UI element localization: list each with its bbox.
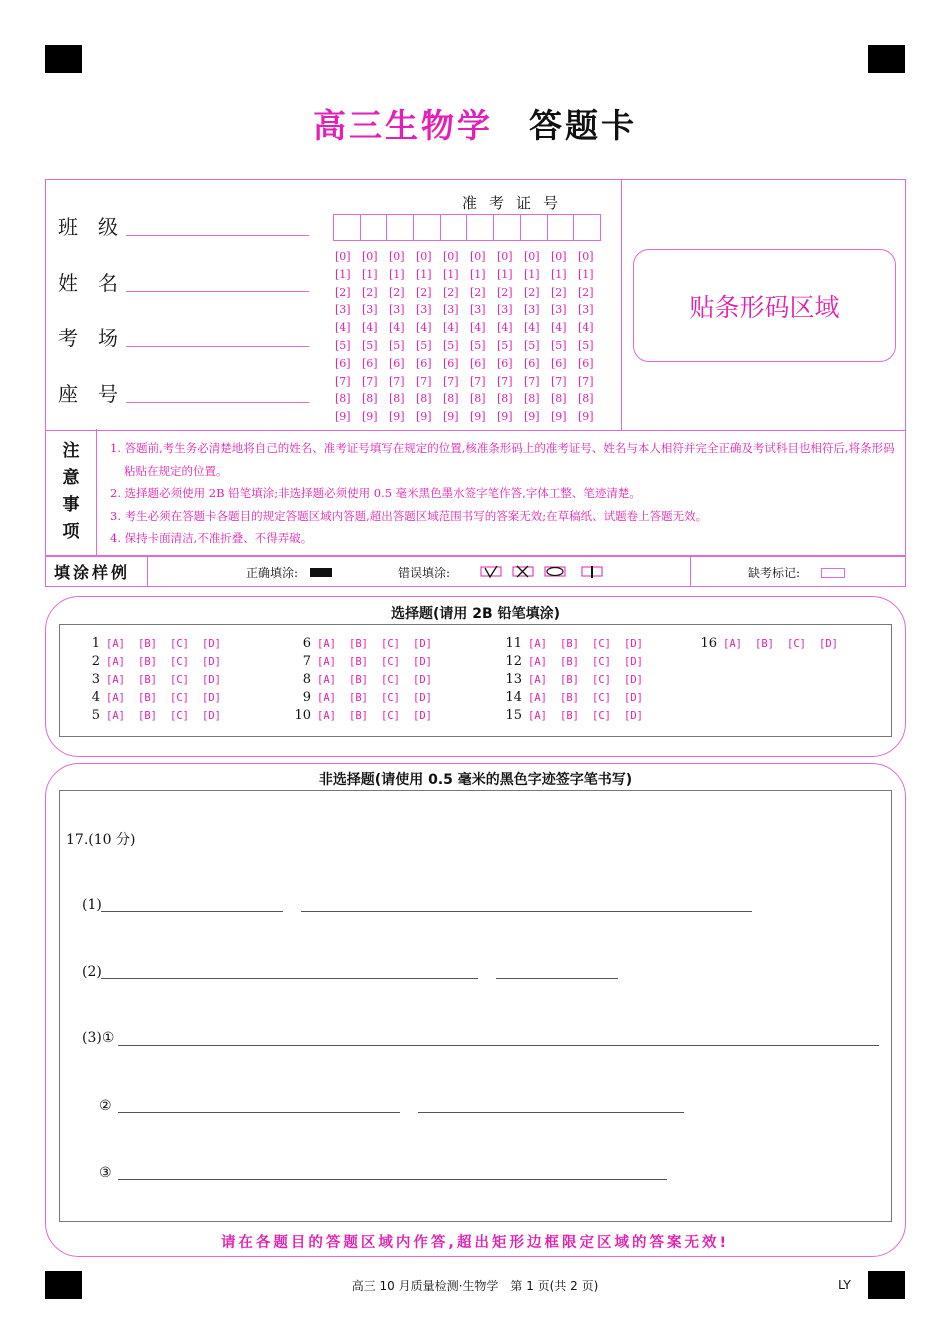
answer-bubble[interactable]: [C]	[381, 674, 400, 686]
notice-item: 4. 保持卡面清洁,不准折叠、不得弄破。	[110, 531, 313, 545]
digit-bubble[interactable]: [6]	[389, 356, 405, 370]
digit-bubble[interactable]: [4]	[416, 321, 432, 335]
digit-bubble[interactable]: [6]	[362, 356, 378, 370]
answer-bubble[interactable]: [C]	[381, 638, 400, 650]
answer-bubble[interactable]: [A]	[106, 656, 125, 668]
choice-question	[289, 654, 445, 669]
digit-bubble[interactable]: [3]	[578, 303, 594, 317]
question-number: 4	[91, 690, 100, 705]
choice-question	[78, 708, 234, 723]
info-box	[45, 179, 906, 431]
answer-area-warning: 请在各题目的答题区域内作答,超出矩形边框限定区域的答案无效!	[220, 1235, 730, 1251]
digit-bubble[interactable]: [4]	[362, 321, 378, 335]
digit-bubble[interactable]: [7]	[578, 374, 594, 388]
class-label: 班 级	[58, 215, 118, 239]
digit-bubble[interactable]: [9]	[362, 410, 378, 424]
answer-bubble[interactable]: [B]	[349, 692, 368, 704]
digit-bubble[interactable]: [8]	[578, 392, 594, 406]
answer-bubble[interactable]: [C]	[170, 692, 189, 704]
answer-bubble[interactable]: [A]	[528, 692, 547, 704]
answer-bubble[interactable]: [A]	[106, 638, 125, 650]
digit-bubble[interactable]: [7]	[335, 374, 351, 388]
part-3-1-answer-line[interactable]	[118, 1045, 879, 1046]
answer-bubble[interactable]: [B]	[349, 638, 368, 650]
answer-bubble[interactable]: [C]	[592, 656, 611, 668]
digit-bubble[interactable]: [5]	[470, 338, 486, 352]
choice-question	[500, 654, 656, 669]
digit-column	[578, 248, 605, 426]
question-number: 10	[294, 708, 311, 723]
class-field[interactable]	[58, 211, 124, 240]
digit-bubble[interactable]: [5]	[524, 338, 540, 352]
digit-bubble[interactable]: [2]	[362, 285, 378, 299]
question-number: 2	[91, 654, 100, 669]
answer-bubble[interactable]: [A]	[317, 656, 336, 668]
digit-bubble[interactable]: [0]	[578, 250, 594, 263]
answer-bubble[interactable]: [A]	[106, 710, 125, 722]
answer-bubble[interactable]: [B]	[560, 656, 579, 668]
exam-number-box[interactable]	[360, 214, 387, 241]
answer-bubble[interactable]: [C]	[170, 656, 189, 668]
digit-bubble[interactable]: [9]	[335, 410, 351, 424]
answer-bubble[interactable]: [A]	[528, 674, 547, 686]
digit-bubble[interactable]: [4]	[578, 321, 594, 335]
question-number: 15	[505, 708, 522, 723]
divider	[621, 180, 622, 430]
digit-bubble[interactable]: [7]	[416, 374, 432, 388]
exam-number-box[interactable]	[440, 214, 467, 241]
answer-bubble[interactable]: [B]	[560, 638, 579, 650]
answer-bubble[interactable]: [B]	[138, 638, 157, 650]
digit-bubble[interactable]: [4]	[497, 321, 513, 335]
digit-bubble[interactable]: [9]	[389, 410, 405, 424]
exam-number-box[interactable]	[493, 214, 520, 241]
answer-bubble[interactable]: [A]	[528, 710, 547, 722]
answer-bubble[interactable]: [D]	[413, 710, 432, 722]
choice-question	[500, 636, 656, 651]
answer-bubble[interactable]: [B]	[138, 674, 157, 686]
answer-bubble[interactable]: [B]	[138, 692, 157, 704]
choice-question	[78, 654, 234, 669]
page-title	[0, 100, 950, 147]
choice-question	[289, 708, 445, 723]
question-number: 14	[505, 690, 522, 705]
digit-bubble[interactable]: [3]	[524, 303, 540, 317]
digit-bubble[interactable]: [1]	[362, 267, 378, 281]
answer-bubble[interactable]: [D]	[624, 692, 643, 704]
digit-bubble[interactable]: [1]	[497, 267, 513, 281]
part-3-1-label: (3)①	[82, 1030, 115, 1046]
digit-bubble[interactable]: [5]	[443, 338, 459, 352]
digit-column	[524, 248, 551, 426]
fill-sample-row	[45, 556, 906, 587]
digit-bubble[interactable]: [8]	[362, 392, 378, 406]
answer-bubble[interactable]: [D]	[202, 692, 221, 704]
barcode-area: 贴条形码区域	[633, 249, 896, 362]
digit-bubble[interactable]: [5]	[335, 338, 351, 352]
digit-bubble[interactable]: [1]	[335, 267, 351, 281]
answer-bubble[interactable]: [D]	[202, 656, 221, 668]
digit-bubble[interactable]: [3]	[497, 303, 513, 317]
digit-bubble[interactable]: [9]	[416, 410, 432, 424]
footer-code: LY	[838, 1277, 851, 1292]
digit-bubble[interactable]: [2]	[524, 285, 540, 299]
answer-bubble[interactable]: [D]	[202, 710, 221, 722]
digit-bubble[interactable]: [1]	[551, 267, 567, 281]
digit-bubble[interactable]: [7]	[443, 374, 459, 388]
digit-bubble[interactable]: [6]	[578, 356, 594, 370]
exam-number-bubbles	[335, 248, 605, 426]
exam-room-input-line[interactable]	[126, 346, 309, 347]
question-number: 1	[91, 636, 100, 651]
answer-bubble[interactable]: [D]	[413, 674, 432, 686]
divider	[147, 557, 148, 586]
digit-bubble[interactable]: [0]	[551, 250, 567, 263]
answer-bubble[interactable]: [C]	[381, 692, 400, 704]
digit-bubble[interactable]: [7]	[551, 374, 567, 388]
answer-bubble[interactable]: [B]	[349, 674, 368, 686]
digit-bubble[interactable]: [9]	[470, 410, 486, 424]
question-number: 6	[302, 636, 311, 651]
digit-column	[551, 248, 578, 426]
part-2-answer-line-b[interactable]	[496, 978, 618, 979]
digit-bubble[interactable]: [1]	[389, 267, 405, 281]
digit-bubble[interactable]: [1]	[416, 267, 432, 281]
digit-bubble[interactable]: [3]	[443, 303, 459, 317]
part-3-2-label: ②	[99, 1098, 112, 1114]
digit-bubble[interactable]: [6]	[416, 356, 432, 370]
answer-bubble[interactable]: [A]	[723, 638, 742, 650]
digit-bubble[interactable]: [9]	[578, 410, 594, 424]
digit-column	[443, 248, 470, 426]
digit-bubble[interactable]: [6]	[524, 356, 540, 370]
choice-question	[289, 672, 445, 687]
choice-question	[289, 636, 445, 651]
digit-bubble[interactable]: [0]	[389, 250, 405, 263]
question-number: 9	[302, 690, 311, 705]
choice-question	[78, 636, 234, 651]
digit-bubble[interactable]: [2]	[497, 285, 513, 299]
digit-bubble[interactable]: [1]	[578, 267, 594, 281]
answer-bubble[interactable]: [C]	[170, 674, 189, 686]
answer-bubble[interactable]: [D]	[413, 656, 432, 668]
seat-input-line[interactable]	[126, 402, 309, 403]
digit-bubble[interactable]: [2]	[470, 285, 486, 299]
digit-bubble[interactable]: [8]	[335, 392, 351, 406]
registration-mark-top-left	[45, 45, 82, 73]
exam-number-box[interactable]	[466, 214, 493, 241]
exam-number-boxes[interactable]	[333, 214, 601, 240]
answer-bubble[interactable]: [C]	[592, 638, 611, 650]
digit-bubble[interactable]: [7]	[389, 374, 405, 388]
digit-bubble[interactable]: [0]	[443, 250, 459, 263]
answer-bubble[interactable]: [C]	[592, 710, 611, 722]
digit-bubble[interactable]: [0]	[497, 250, 513, 263]
answer-bubble[interactable]: [A]	[317, 638, 336, 650]
answer-bubble[interactable]: [D]	[624, 710, 643, 722]
correct-fill-example	[310, 568, 332, 577]
choice-question	[500, 690, 656, 705]
question-number: 3	[91, 672, 100, 687]
notice-title-char: 注	[62, 441, 80, 461]
part-2-label: (2)	[82, 964, 102, 980]
nonchoice-title: 非选择题(请使用 0.5 毫米的黑色字迹签字笔书写)	[318, 772, 633, 788]
answer-bubble[interactable]: [C]	[592, 692, 611, 704]
absent-mark-box[interactable]	[821, 568, 845, 578]
answer-bubble[interactable]: [D]	[413, 638, 432, 650]
digit-bubble[interactable]: [3]	[362, 303, 378, 317]
answer-bubble[interactable]: [B]	[755, 638, 774, 650]
fill-sample-title: 填涂样例	[54, 563, 131, 582]
notice-title-char: 意	[62, 468, 80, 488]
digit-bubble[interactable]: [5]	[416, 338, 432, 352]
question-number: 11	[505, 636, 522, 651]
digit-bubble[interactable]: [0]	[470, 250, 486, 263]
answer-bubble[interactable]: [B]	[560, 692, 579, 704]
part-3-2-answer-line-b[interactable]	[418, 1112, 684, 1113]
answer-bubble[interactable]: [D]	[624, 638, 643, 650]
correct-fill-label: 正确填涂:	[246, 566, 299, 580]
answer-bubble[interactable]: [A]	[106, 674, 125, 686]
exam-number-label: 准考证号	[461, 194, 570, 212]
digit-bubble[interactable]: [8]	[497, 392, 513, 406]
part-1-label: (1)	[82, 897, 102, 913]
answer-bubble[interactable]: [C]	[170, 710, 189, 722]
answer-bubble[interactable]: [A]	[317, 674, 336, 686]
exam-number-box[interactable]	[333, 214, 360, 241]
digit-bubble[interactable]: [4]	[524, 321, 540, 335]
digit-bubble[interactable]: [8]	[524, 392, 540, 406]
question-number: 7	[302, 654, 311, 669]
answer-bubble[interactable]: [C]	[170, 638, 189, 650]
answer-bubble[interactable]: [A]	[528, 638, 547, 650]
digit-bubble[interactable]: [8]	[443, 392, 459, 406]
name-input-line[interactable]	[126, 291, 309, 292]
answer-bubble[interactable]: [C]	[381, 710, 400, 722]
notice-title-char: 事	[62, 495, 80, 515]
digit-bubble[interactable]: [2]	[443, 285, 459, 299]
exam-number-box[interactable]	[547, 214, 574, 241]
part-1-answer-line-b[interactable]	[301, 911, 752, 912]
exam-number-box[interactable]	[386, 214, 413, 241]
answer-bubble[interactable]: [B]	[349, 710, 368, 722]
exam-number-box[interactable]	[573, 214, 601, 241]
answer-bubble[interactable]: [B]	[349, 656, 368, 668]
digit-bubble[interactable]: [4]	[470, 321, 486, 335]
digit-bubble[interactable]: [6]	[497, 356, 513, 370]
answer-bubble[interactable]: [A]	[317, 692, 336, 704]
answer-bubble[interactable]: [D]	[624, 674, 643, 686]
answer-bubble[interactable]: [A]	[106, 692, 125, 704]
digit-bubble[interactable]: [3]	[470, 303, 486, 317]
class-input-line[interactable]	[126, 235, 309, 236]
notice-item: 2. 选择题必须使用 2B 铅笔填涂;非选择题必须使用 0.5 毫米黑色墨水签字笔作答,字体工整、笔迹清楚。	[110, 486, 641, 500]
digit-bubble[interactable]: [3]	[389, 303, 405, 317]
answer-bubble[interactable]: [A]	[528, 656, 547, 668]
notice-item: 3. 考生必须在答题卡各题目的规定答题区域内答题,超出答题区域范围书写的答案无效;在草稿纸、试题卷上答题无效。	[110, 508, 708, 523]
seat-field[interactable]	[58, 378, 124, 407]
name-field[interactable]	[58, 267, 124, 296]
digit-bubble[interactable]: [5]	[362, 338, 378, 352]
registration-mark-top-right	[868, 45, 905, 73]
absent-mark-label: 缺考标记:	[748, 566, 801, 580]
digit-bubble[interactable]: [1]	[524, 267, 540, 281]
question-17-label: 17.(10 分)	[66, 832, 136, 848]
question-number: 5	[91, 708, 100, 723]
digit-bubble[interactable]: [0]	[416, 250, 432, 263]
choice-question	[695, 636, 851, 651]
notice-box	[45, 429, 906, 556]
title-subject: 高三生物学	[313, 106, 493, 145]
digit-column	[416, 248, 443, 426]
answer-bubble[interactable]: [D]	[413, 692, 432, 704]
answer-bubble[interactable]: [C]	[787, 638, 806, 650]
answer-bubble[interactable]: [B]	[560, 710, 579, 722]
digit-bubble[interactable]: [1]	[470, 267, 486, 281]
digit-bubble[interactable]: [9]	[443, 410, 459, 424]
question-number: 13	[505, 672, 522, 687]
choice-question	[500, 672, 656, 687]
digit-bubble[interactable]: [0]	[362, 250, 378, 263]
seat-label: 座 号	[58, 382, 118, 406]
digit-bubble[interactable]: [9]	[551, 410, 567, 424]
digit-bubble[interactable]: [4]	[389, 321, 405, 335]
part-1-answer-line-a[interactable]	[101, 911, 283, 912]
digit-bubble[interactable]: [2]	[578, 285, 594, 299]
digit-bubble[interactable]: [8]	[551, 392, 567, 406]
digit-bubble[interactable]: [6]	[551, 356, 567, 370]
part-3-3-answer-line[interactable]	[118, 1179, 667, 1180]
digit-column	[362, 248, 389, 426]
nonchoice-answer-area[interactable]	[59, 790, 892, 1222]
answer-bubble[interactable]: [C]	[592, 674, 611, 686]
title-card: 答题卡	[529, 106, 637, 145]
digit-bubble[interactable]: [7]	[524, 374, 540, 388]
notice-item: 1. 答题前,考生务必清楚地将自己的姓名、准考证号填写在规定的位置,核准条形码上的准考证号、姓名与本人相符并完全正确及考试科目也相符后,将条形码粘贴在规定的位置。	[110, 441, 895, 478]
answer-bubble[interactable]: [C]	[381, 656, 400, 668]
answer-bubble[interactable]: [B]	[560, 674, 579, 686]
question-number: 8	[302, 672, 311, 687]
digit-column	[470, 248, 497, 426]
wrong-fill-examples	[480, 565, 608, 579]
digit-bubble[interactable]: [8]	[389, 392, 405, 406]
digit-bubble[interactable]: [0]	[335, 250, 351, 263]
digit-column	[389, 248, 416, 426]
digit-bubble[interactable]: [7]	[470, 374, 486, 388]
digit-bubble[interactable]: [6]	[335, 356, 351, 370]
notice-list	[110, 437, 900, 550]
wrong-fill-label: 错误填涂:	[398, 566, 451, 580]
digit-bubble[interactable]: [3]	[416, 303, 432, 317]
digit-column	[497, 248, 524, 426]
choice-question	[500, 708, 656, 723]
notice-title	[46, 429, 96, 555]
digit-bubble[interactable]: [8]	[416, 392, 432, 406]
part-2-answer-line-a[interactable]	[101, 978, 478, 979]
answer-bubble[interactable]: [B]	[138, 710, 157, 722]
answer-bubble[interactable]: [D]	[624, 656, 643, 668]
exam-room-field[interactable]	[58, 322, 124, 351]
nonchoice-section	[45, 763, 906, 1257]
notice-title-char: 项	[62, 522, 80, 542]
question-number: 12	[505, 654, 522, 669]
digit-bubble[interactable]: [5]	[551, 338, 567, 352]
part-3-3-label: ③	[99, 1165, 112, 1181]
choice-title: 选择题(请用 2B 铅笔填涂)	[391, 606, 560, 622]
digit-bubble[interactable]: [2]	[416, 285, 432, 299]
digit-bubble[interactable]: [7]	[497, 374, 513, 388]
answer-bubble[interactable]: [A]	[317, 710, 336, 722]
answer-bubble[interactable]: [B]	[138, 656, 157, 668]
digit-bubble[interactable]: [5]	[497, 338, 513, 352]
choice-question	[78, 690, 234, 705]
digit-column	[335, 248, 362, 426]
choice-question	[78, 672, 234, 687]
name-label: 姓 名	[58, 271, 118, 295]
exam-number-box[interactable]	[413, 214, 440, 241]
digit-bubble[interactable]: [1]	[443, 267, 459, 281]
digit-bubble[interactable]: [4]	[335, 321, 351, 335]
digit-bubble[interactable]: [2]	[335, 285, 351, 299]
digit-bubble[interactable]: [0]	[524, 250, 540, 263]
answer-bubble[interactable]: [D]	[202, 674, 221, 686]
part-3-2-answer-line-a[interactable]	[118, 1112, 400, 1113]
digit-bubble[interactable]: [5]	[578, 338, 594, 352]
choice-question	[289, 690, 445, 705]
digit-bubble[interactable]: [9]	[524, 410, 540, 424]
exam-number-box[interactable]	[520, 214, 547, 241]
digit-bubble[interactable]: [9]	[497, 410, 513, 424]
page-footer: 高三 10 月质量检测·生物学 第 1 页(共 2 页)	[351, 1279, 599, 1293]
digit-bubble[interactable]: [4]	[443, 321, 459, 335]
digit-bubble[interactable]: [3]	[335, 303, 351, 317]
digit-bubble[interactable]: [6]	[443, 356, 459, 370]
divider	[690, 557, 691, 586]
digit-bubble[interactable]: [3]	[551, 303, 567, 317]
answer-bubble[interactable]: [D]	[819, 638, 838, 650]
digit-bubble[interactable]: [8]	[470, 392, 486, 406]
question-number: 16	[700, 636, 717, 651]
digit-bubble[interactable]: [6]	[470, 356, 486, 370]
divider	[96, 429, 97, 555]
digit-bubble[interactable]: [2]	[551, 285, 567, 299]
digit-bubble[interactable]: [5]	[389, 338, 405, 352]
exam-room-label: 考 场	[58, 326, 118, 350]
digit-bubble[interactable]: [2]	[389, 285, 405, 299]
answer-bubble[interactable]: [D]	[202, 638, 221, 650]
digit-bubble[interactable]: [4]	[551, 321, 567, 335]
digit-bubble[interactable]: [7]	[362, 374, 378, 388]
